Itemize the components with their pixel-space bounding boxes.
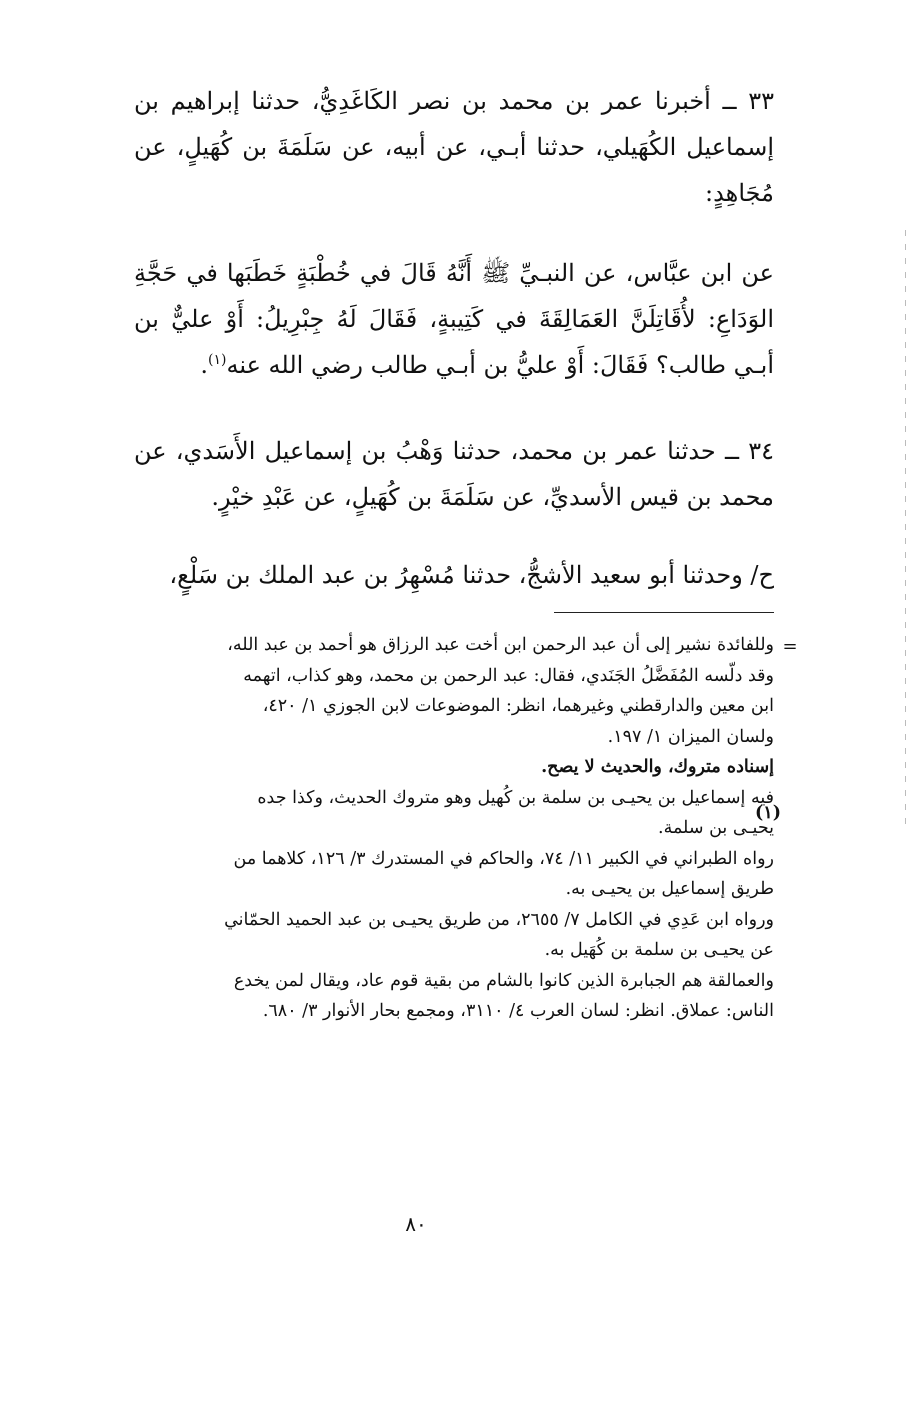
footnote-line: ولسان الميزان ١/ ١٩٧. [607, 726, 774, 747]
footnote-continuation-mark: = [782, 636, 798, 657]
hadith-33-matn-text: عن ابن عبَّاس، عن النبـيِّ ﷺ أَنَّهُ قَالَ في خُطْبَةٍ خَطَبَها في حَجَّةِ الوَدَاعِ: لأُقَاتِلَنَّ العَمَالِقَةَ في كَتِيبةٍ، فَقَالَ لَهُ جِبْرِيلُ: أَوْ عليٌّ بن أبـي طالب؟ فَقَالَ: أَوْ عليُّ بن أبـي طالب رضي الله عنه [134, 259, 774, 379]
hadith-33-isnad: ٣٣ ــ أخبرنا عمر بن محمد بن نصر الكَاغَدِيُّ، حدثنا إبراهيم بن إسماعيل الكُهَيلي، حدثنا أبـي، عن أبيه، عن سَلَمَةَ بن كُهَيلٍ، عن مُجَاهِدٍ: [134, 87, 774, 207]
footnote-line: عن يحيـى بن سلمة بن كُهَيل به. [544, 940, 774, 960]
hadith-34-isnad: ٣٤ ــ حدثنا عمر بن محمد، حدثنا وَهْبُ بن إسماعيل الأَسَدي، عن محمد بن قيس الأسديِّ، عن سَلَمَةَ بن كُهَيلٍ، عن عَبْدِ خيْرٍ. [134, 437, 774, 511]
footnote-line: ابن معين والدارقطني وغيرهما، انظر: الموضوعات لابن الجوزي ١/ ٤٢٠، [262, 696, 774, 716]
footnotes-block [134, 630, 774, 1027]
footnote-1-number: (١) [755, 803, 781, 823]
page-number: ٨٠ [405, 1212, 427, 1236]
footnote-line: يحيـى بن سلمة. [658, 818, 774, 838]
footnote-line: ورواه ابن عَدِي في الكامل ٧/ ٢٦٥٥، من طريق يحيـى بن عبد الحميد الحمّاني [224, 909, 774, 930]
footnote-line: والعمالقة هم الجبابرة الذين كانوا بالشام من بقية قوم عاد، ويقال لمن يخدع [233, 970, 774, 991]
footnote-1-heading: إسناده متروك، والحديث لا يصح. [541, 757, 774, 777]
footnote-line: وللفائدة نشير إلى أن عبد الرحمن ابن أخت عبد الرزاق هو أحمد بن عبد الله، [227, 635, 774, 655]
footnote-line: الناس: عملاق. انظر: لسان العرب ٤/ ٣١١٠، ومجمع بحار الأنوار ٣/ ٦٨٠. [262, 1001, 774, 1021]
footnote-line: طريق إسماعيل بن يحيـى به. [565, 879, 774, 899]
footnote-line: فيه إسماعيل بن يحيـى بن سلمة بن كُهيل وهو متروك الحديث، وكذا جده [257, 787, 774, 808]
hadith-33-matn [134, 250, 774, 388]
footnote-separator [554, 612, 774, 613]
hadith-33-end: . [200, 351, 209, 379]
footnote-line: رواه الطبراني في الكبير ١١/ ٧٤، والحاكم في المستدرك ٣/ ١٢٦، كلاهما من [233, 848, 774, 869]
scan-edge-artifact [905, 230, 906, 830]
footnote-line: وقد دلّسه المُفَضَّلُ الجَنَدي، فقال: عبد الرحمن بن محمد، وهو كذاب، اتهمه [243, 665, 774, 686]
footnote-ref-1[interactable]: (١) [208, 352, 227, 368]
hadith-34-second-chain: ح/ وحدثنا أبو سعيد الأشجُّ، حدثنا مُسْهِرُ بن عبد الملك بن سَلْعٍ، [169, 561, 774, 589]
